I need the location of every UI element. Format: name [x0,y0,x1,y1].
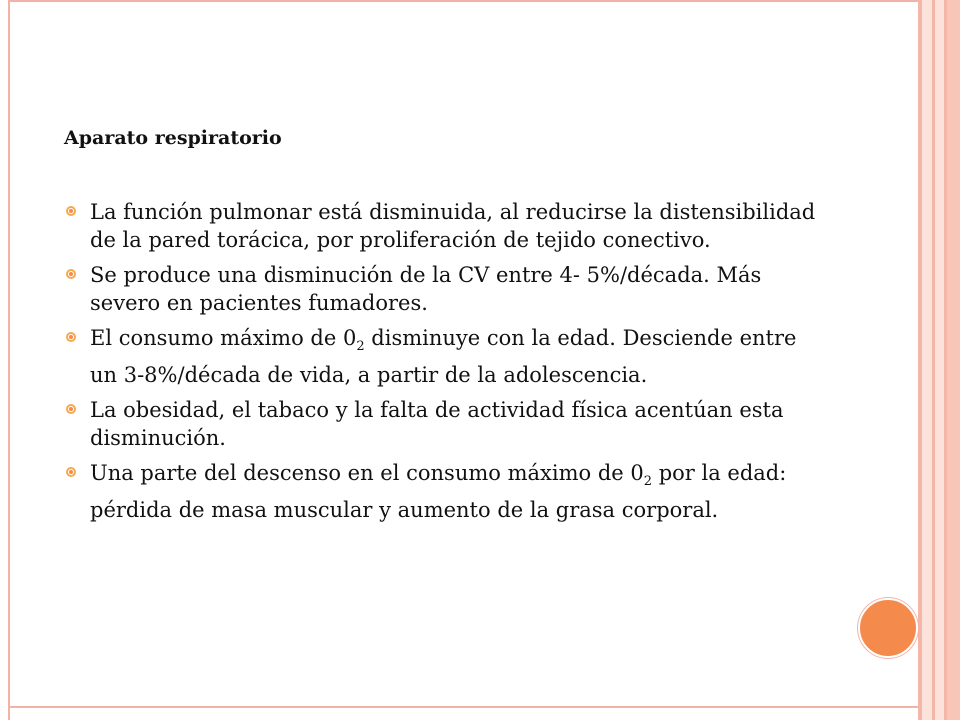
frame-bottom-line [8,706,922,708]
bullet-icon [66,467,76,477]
bullet-text: La función pulmonar está disminuida, al reducirse la distensibilidad de la pared torácica, por proliferación de tejido conectivo. [90,200,816,252]
bullet-text-post: por la edad: pérdida de masa muscular y aumento de la grasa corporal. [90,461,787,523]
bullet-text-pre: Una parte del descenso en el consumo máximo de 0 [90,461,644,486]
bullet-icon [66,404,76,414]
subscript: 2 [356,339,365,355]
decorative-stripes [918,0,960,720]
bullet-icon [66,269,76,279]
bullet-item [64,198,824,254]
decorative-circle [858,598,918,658]
frame-left-line [8,0,10,720]
bullet-text-pre: El consumo máximo de 0 [90,326,357,350]
stripe [947,0,960,720]
bullet-item [64,396,824,452]
frame-top-line [8,0,922,2]
slide-title: Aparato respiratorio [64,127,282,149]
stripe [935,0,944,720]
bullet-text: La obesidad, el tabaco y la falta de actividad física acentúan esta disminución. [90,398,784,451]
bullet-item [64,261,824,317]
bullet-item [64,459,824,524]
stripe [922,0,932,720]
bullet-icon [66,332,76,342]
bullet-item [64,324,824,389]
bullet-text-post: disminuye con la edad. Desciende entre un 3-8%/década de vida, a partir de la adolescencia. [90,326,797,388]
bullet-text: Se produce una disminución de la CV entre 4- 5%/década. Más severo en pacientes fumadores. [90,263,762,315]
bullet-list [64,198,824,531]
subscript: 2 [643,474,653,490]
bullet-icon [66,206,76,216]
